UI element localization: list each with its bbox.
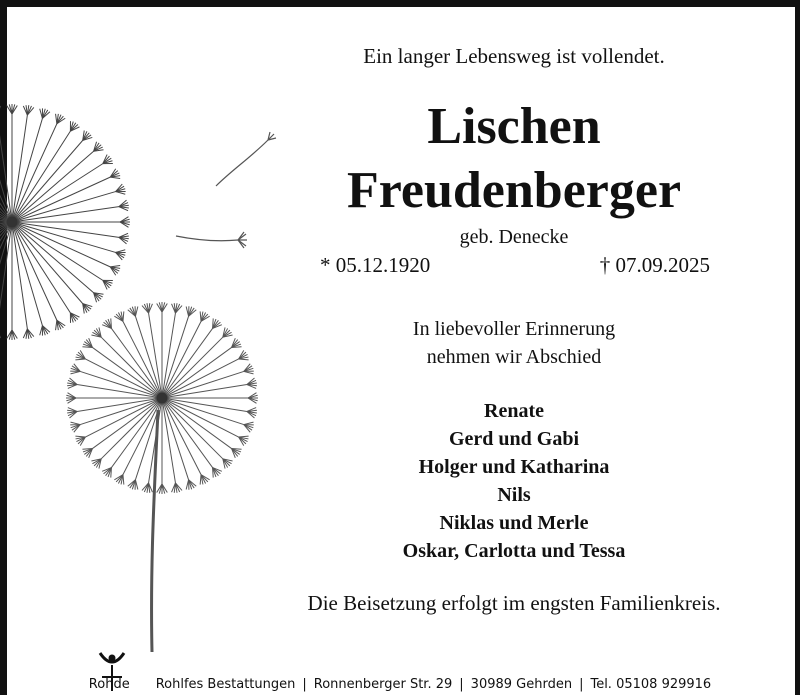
mourner: Gerd und Gabi xyxy=(448,428,580,450)
death-date: † 07.09.2025 xyxy=(599,253,710,277)
deceased-first-name: Lischen xyxy=(427,98,601,155)
company-name-part1: Rohde xyxy=(88,676,130,692)
mourner: Niklas und Merle xyxy=(439,512,589,534)
remembrance-line: nehmen wir Abschied xyxy=(426,346,602,368)
separator: | xyxy=(302,676,307,692)
intro-text: Ein langer Lebensweg ist vollendet. xyxy=(363,44,665,68)
mourners-list xyxy=(268,397,760,565)
separator: | xyxy=(459,676,464,692)
birth-date: * 05.12.1920 xyxy=(320,253,431,277)
company-phone: Tel. 05108 929916 xyxy=(590,676,712,692)
mourner: Renate xyxy=(484,400,544,422)
remembrance-line: In liebevoller Erinnerung xyxy=(412,318,616,340)
deceased-last-name: Freudenberger xyxy=(346,162,682,219)
remembrance-text xyxy=(268,315,760,371)
separator: | xyxy=(579,676,584,692)
company-city: 30989 Gehrden xyxy=(470,676,573,692)
burial-note: Die Beisetzung erfolgt im engsten Familienkreis. xyxy=(307,591,721,615)
life-dates xyxy=(320,253,710,278)
company-name-part2: Rohlfes Bestattungen xyxy=(155,676,296,692)
mourner: Oskar, Carlotta und Tessa xyxy=(402,540,626,562)
undertaker-footer xyxy=(0,673,800,695)
company-street: Ronnenberger Str. 29 xyxy=(313,676,453,692)
mourner: Nils xyxy=(497,484,531,506)
mourner: Holger und Katharina xyxy=(418,456,610,478)
birth-name: geb. Denecke xyxy=(459,226,569,248)
